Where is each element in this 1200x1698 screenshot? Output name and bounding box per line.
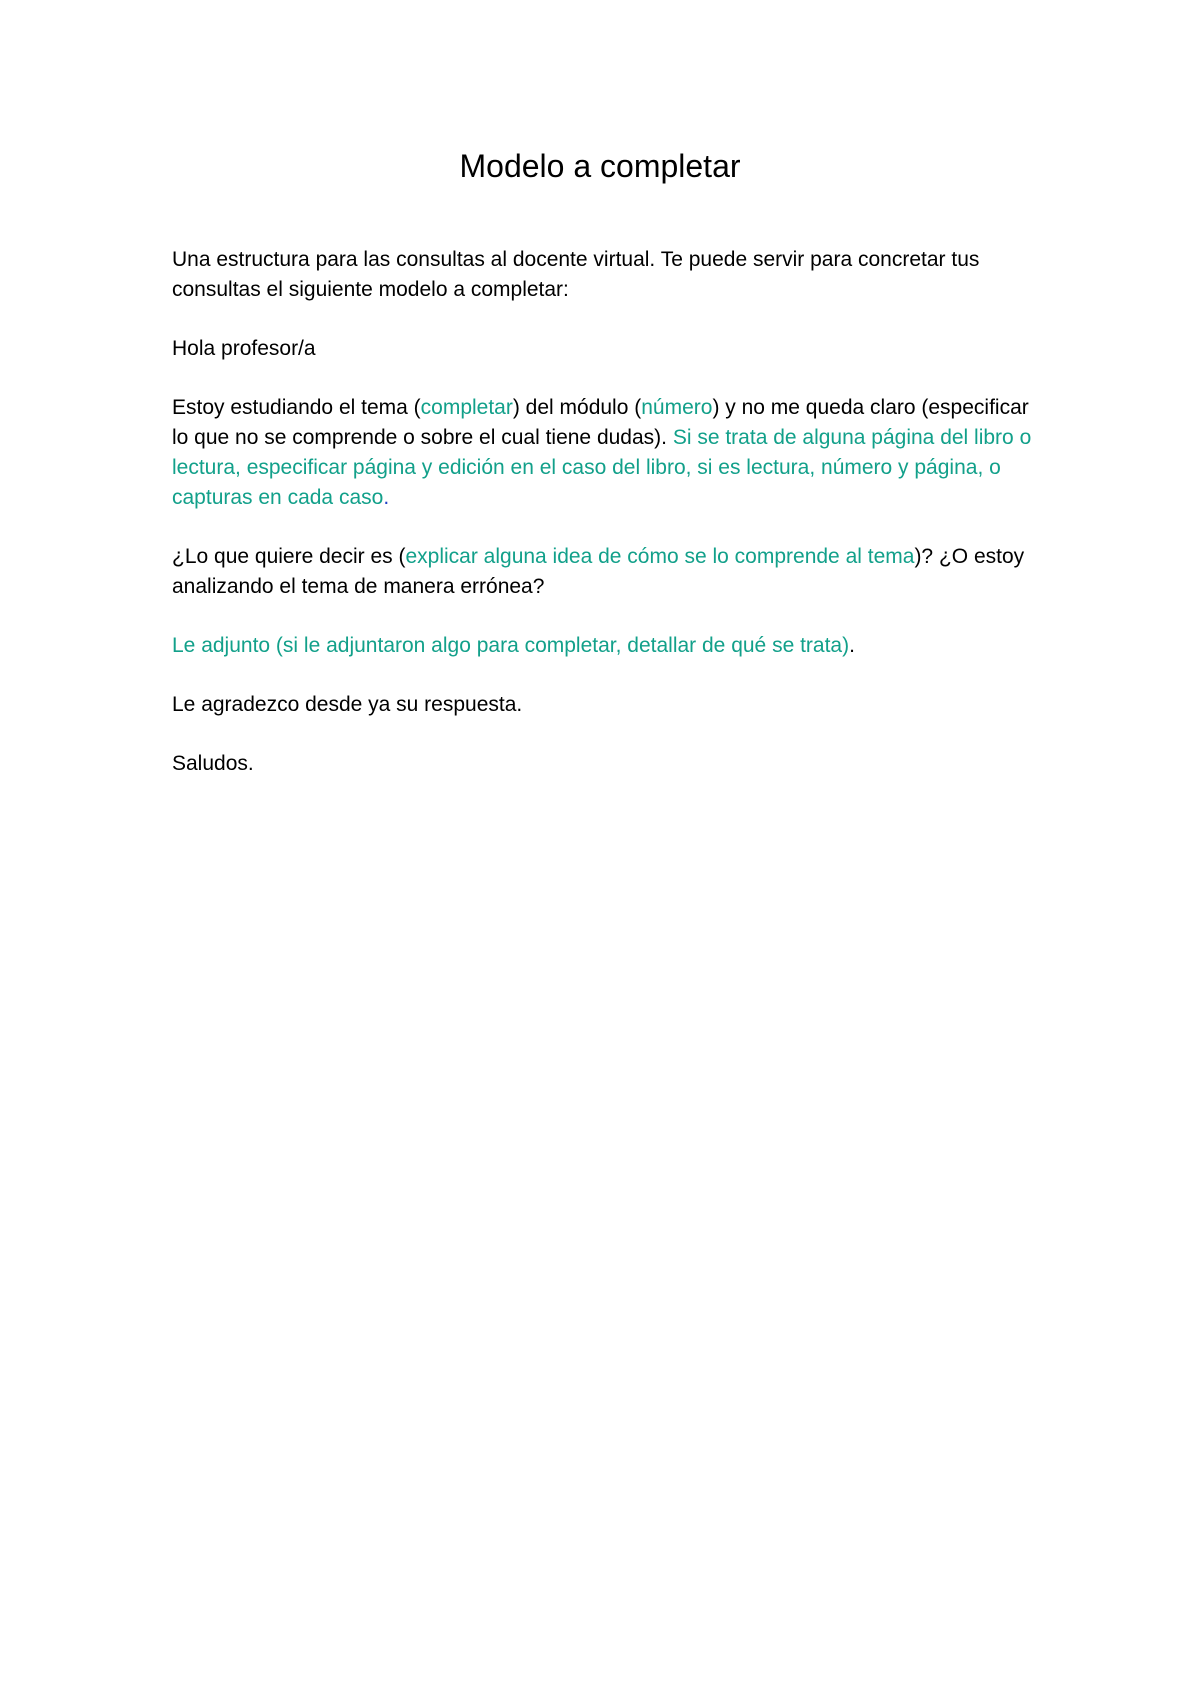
question-paragraph [172, 542, 1042, 602]
attachment-period: . [849, 634, 855, 657]
topic-text-module: ) del módulo ( [512, 396, 642, 419]
document-title: Modelo a completar [459, 148, 741, 184]
document-body [172, 245, 1042, 779]
topic-text-start: Estoy estudiando el tema ( [172, 396, 421, 419]
placeholder-numero: número [641, 396, 713, 419]
attachment-paragraph [172, 631, 1042, 661]
placeholder-completar: completar [420, 396, 513, 419]
placeholder-explicar-idea: explicar alguna idea de cómo se lo comprende al tema [405, 545, 915, 568]
topic-paragraph [172, 393, 1042, 513]
topic-period: . [383, 486, 390, 509]
placeholder-adjunto: Le adjunto (si le adjuntaron algo para completar, detallar de qué se trata) [172, 634, 850, 657]
placeholder-page-instructions: Si se trata de alguna página del libro o lectura, especificar página y edición en el caso del libro, si es lectura, número y página, o capturas en cada caso [172, 426, 1032, 509]
question-text-end: )? ¿O estoy analizando el tema de manera errónea? [172, 545, 1025, 598]
topic-text-doubt: ) y no me queda claro (especificar lo que no se comprende o sobre el cual tiene dudas). [172, 396, 1029, 449]
greeting-paragraph: Hola profesor/a [172, 337, 316, 360]
thanks-paragraph: Le agradezco desde ya su respuesta. [172, 693, 523, 716]
intro-paragraph: Una estructura para las consultas al docente virtual. Te puede servir para concretar tus consultas el siguiente modelo a completar: [172, 248, 980, 301]
closing-paragraph: Saludos. [172, 752, 254, 775]
question-text-start: ¿Lo que quiere decir es ( [172, 545, 406, 568]
